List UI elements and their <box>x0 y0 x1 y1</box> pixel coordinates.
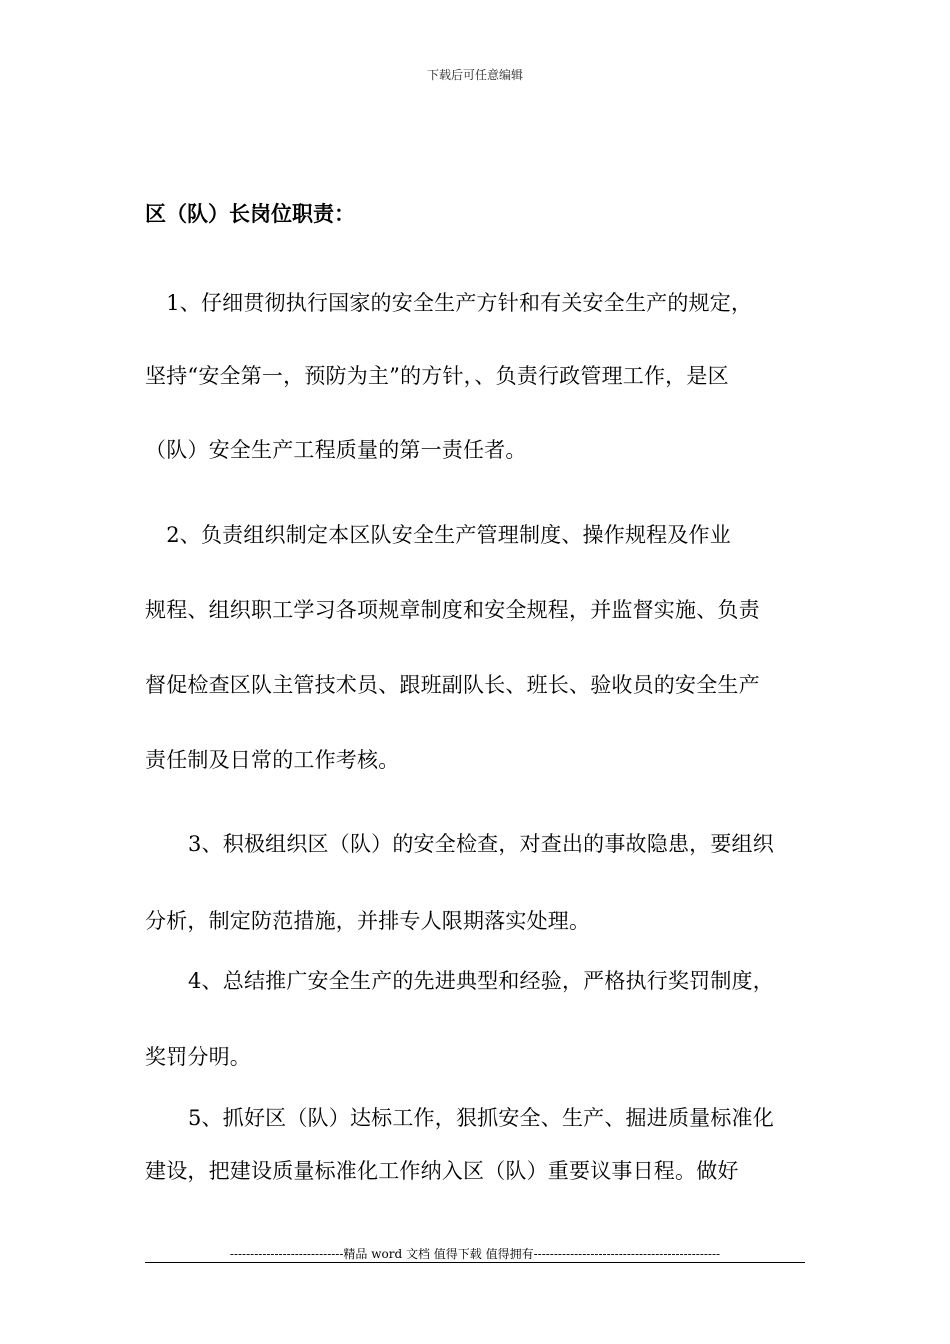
paragraph-3-line-2: 分析，制定防范措施，并排专人限期落实处理。 <box>145 909 591 933</box>
paragraph-4-line-2: 奖罚分明。 <box>145 1045 251 1069</box>
paragraph-1-line-2: 坚持“安全第一，预防为主”的方针，、负责行政管理工作，是区 <box>145 364 729 388</box>
paragraph-2-line-3: 督促检查区队主管技术员、跟班副队长、班长、验收员的安全生产 <box>145 673 760 697</box>
paragraph-1-line-1: 1、仔细贯彻执行国家的安全生产方针和有关安全生产的规定， <box>145 291 753 315</box>
paragraph-2-line-2: 规程、组织职工学习各项规章制度和安全规程，并监督实施、负责 <box>145 598 760 622</box>
footer-rule <box>145 1262 805 1263</box>
paragraph-5-line-1: 5、抓好区（队）达标工作，狠抓安全、生产、掘进质量标准化 <box>188 1106 774 1130</box>
paragraph-2-line-1: 2、负责组织制定本区队安全生产管理制度、操作规程及作业 <box>145 523 731 547</box>
paragraph-1-line-3: （队）安全生产工程质量的第一责任者。 <box>145 438 527 462</box>
paragraph-4-line-1: 4、总结推广安全生产的先进典型和经验，严格执行奖罚制度， <box>188 969 774 993</box>
paragraph-5-line-2: 建设，把建设质量标准化工作纳入区（队）重要议事日程。做好 <box>145 1159 739 1183</box>
paragraph-3-line-1: 3、积极组织区（队）的安全检查，对查出的事故隐患，要组织 <box>188 832 774 856</box>
header-note: 下载后可任意编辑 <box>426 68 523 82</box>
document-title: 区（队）长岗位职责： <box>145 201 355 226</box>
paragraph-2-line-4: 责任制及日常的工作考核。 <box>145 748 400 772</box>
footer-text: ----------------------------精品 word 文档 值得下载 值得拥有---------------------------------------------- <box>229 1247 721 1261</box>
